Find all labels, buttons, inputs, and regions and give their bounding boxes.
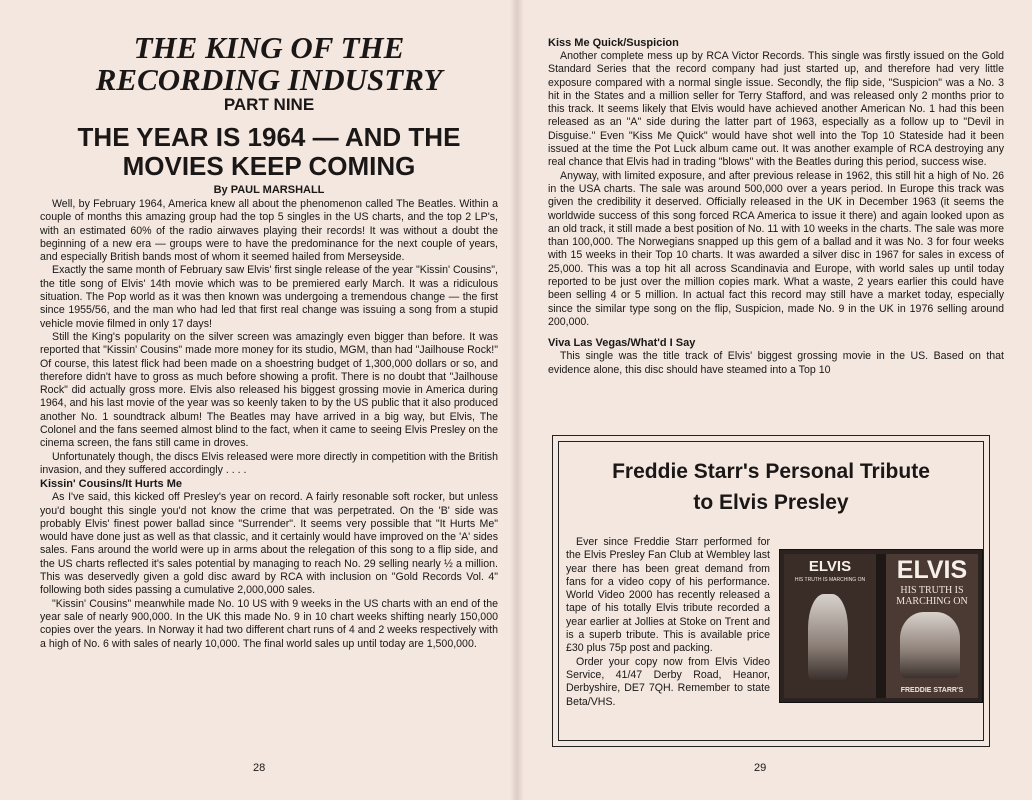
paragraph: This single was the title track of Elvis' biggest grossing movie in the US. Based on that evidence alone, this disc should have steamed into a Top 10 <box>548 350 1004 376</box>
advert-box <box>552 435 990 747</box>
page-number: 29 <box>754 762 767 774</box>
headline: THE YEAR IS 1964 — AND THE MOVIES KEEP COMING <box>77 122 461 181</box>
subheading: Viva Las Vegas/What'd I Say <box>548 337 696 350</box>
paragraph: As I've said, this kicked off Presley's year on record. A fairly resonable soft rocker, but unless you'd bought this single you'd not know the crime that was perpetrated. On the 'B' side was probably Elvis' finest power ballad since "Surrender". It seems very possible that "It Hurts Me" would have done just as well as that classic, and it certainly would have improved on the 'A' sides sales. Fans around the world were up in arms about the relegation of this song to a flip side, and the US charts reflected it's sales potential by managing to reach No. 29 selling nearly ½ a million. This was deservedly given a gold disc award by RCA with inclusion on "Gold Records Vol. 4" following both sides passing a cumulative 2,000,000 sales. <box>40 491 498 597</box>
paragraph: Anyway, with limited exposure, and after previous release in 1962, this still hit a high of No. 26 in the USA charts. The sale was around 500,000 over a years period. In Europe this track was given the credibility it deserved. Officially released in the UK in December 1963 (it seems the worldwide success of this song forced RCA America to issue it there) and again looked upon as an old track, it still made a best position of No. 11 with 10 weeks in the charts. The sale was more than 100,000. The Norwegians snapped up this gem of a ballad and it was No. 3 for four weeks with 15 weeks in their Top 10 charts. It was awarded a silver disc in 1967 for sales in excess of 25,000. This was a top hit all across Scandinavia and Europe, with world sales up until today reported to be just over the million copies mark. What a waste, 2 years earlier this could have been selling 4 or 5 million. In actual fact this record may still have a market today, especially since the similar type song on the flip, Suspicion, made No. 9 in the UK in 1976 selling around 200,000. <box>548 169 1004 328</box>
subheading: Kissin' Cousins/It Hurts Me <box>40 478 182 491</box>
video-cover-image <box>779 549 983 703</box>
part-label: PART NINE <box>223 95 315 114</box>
advert-title: Freddie Starr's Personal Tribute to Elvis Presley <box>612 460 930 514</box>
performer-photo <box>900 612 960 678</box>
paragraph: Still the King's popularity on the silver screen was amazingly even bigger than before. It was reported that "Kissin' Cousins" made more money for its studio, MGM, than had "Jailhouse Rock!" Of course, this latest flick had been made on a shoestring budget of 1,300,000 dollars or so, and therefore didn't have to gross as much before showing a profit. There is no doubt that "Jailhouse Rock" did actually gross more. Elvis also released his biggest grossing movie in America during 1964, and his last movie of the year was so keenly taken to by the US public that it also produced another No. 1 soundtrack album! The Beatles may have arrived in a big way, but Elvis, The Colonel and the fans seemed almost blind to the fact, when it came to seeing Elvis Presley on the cinema screen, the fans still came in droves. <box>40 330 498 450</box>
paragraph: "Kissin' Cousins" meanwhile made No. 10 US with 9 weeks in the US charts with an end of the year sale of nearly 900,000. In the UK this made No. 9 in 10 chart weeks shifting nearly 150,000 copies over the years. In Norway it had two different chart runs of 4 and 2 weeks respectively with a high of No. 6 with sales of nearly 10,000. The final world sales up until today are 1,500,000. <box>40 597 498 650</box>
advert-inner-frame <box>558 441 984 741</box>
cover-front-subtitle: HIS TRUTH IS MARCHING ON <box>896 585 968 607</box>
paragraph: Exactly the same month of February saw Elvis' first single release of the year "Kissin' Cousins", the title song of Elvis' 14th movie which was to be premiered early March. It was a ridiculous situation. The Pop world as it was then known was undergoing a tremendous change — the first since 1955/56, and the man who had led that first real change was issuing a song from a stupid vehicle movie filmed in only 17 days! <box>40 264 498 330</box>
advert-paragraph: Ever since Freddie Starr performed for the Elvis Presley Fan Club at Wembley last year there has been great demand from fans for a video copy of his performance. World Video 2000 has recently released a tape of his totally Elvis tribute recorded a year earlier at Jollies at Stoke on Trent and is a superb tribute. This is available price £30 plus 75p post and packing. <box>566 536 770 655</box>
performer-photo <box>808 594 848 680</box>
cover-front-title: ELVIS <box>896 556 968 584</box>
subheading: Kiss Me Quick/Suspicion <box>548 37 679 49</box>
paragraph: Another complete mess up by RCA Victor Records. This single was firstly issued on the Gold Standard Series that the record company had just started up, and therefore had very little exposure compared with a normal single issue. Secondly, the flip side, "Suspicion" was a No. 3 hit in the States and a million seller for Terry Stafford, and was released only 2 months prior to this track. It seems likely that Elvis would have achieved another American No. 1 had this been released as an "A" side during the latter part of 1963, especially as a follow up to "Devil in Disguise." Even "Kiss Me Quick" would have shot well into the Top 10 Stateside had it been issued at the time the Pot Luck album came out. It was another example of RCA destroying any real chance that Elvis had in trading "blows" with the Beatles during this period, success wise. <box>548 50 1004 169</box>
byline: By PAUL MARSHALL <box>213 184 325 196</box>
cover-front <box>886 554 978 698</box>
paragraph: Unfortunately though, the discs Elvis released were more directly in competition with the British invasion, and they suffered accordingly . . . . <box>40 450 498 476</box>
page-gutter <box>510 0 524 800</box>
cover-back-title: ELVIS <box>808 558 852 575</box>
page-number: 28 <box>253 762 266 774</box>
advert-paragraph: Order your copy now from Elvis Video Service, 41/47 Derby Road, Heanor, Derbyshire, DE7 7QH. Remember to state Beta/VHS. <box>566 655 770 708</box>
cover-back-subtitle: HIS TRUTH IS MARCHING ON <box>794 577 866 583</box>
cover-front-footer: FREDDIE STARR'S <box>900 687 964 694</box>
paragraph: Well, by February 1964, America knew all about the phenomenon called The Beatles. Within a couple of months this amazing group had the top 5 singles in the US charts, and the top 2 LP's, with an estimated 60% of the radio airwaves playing their records! It was without a doubt the beginning of a new era — groups were to have the predominance for the next couple of years, and especially British bands most of whom it seemed hailed from Merseyside. <box>40 198 498 264</box>
advert-text <box>566 536 770 709</box>
cover-spine <box>876 554 886 698</box>
series-title: THE KING OF THE RECORDING INDUSTRY <box>95 30 443 97</box>
cover-back <box>784 554 876 698</box>
